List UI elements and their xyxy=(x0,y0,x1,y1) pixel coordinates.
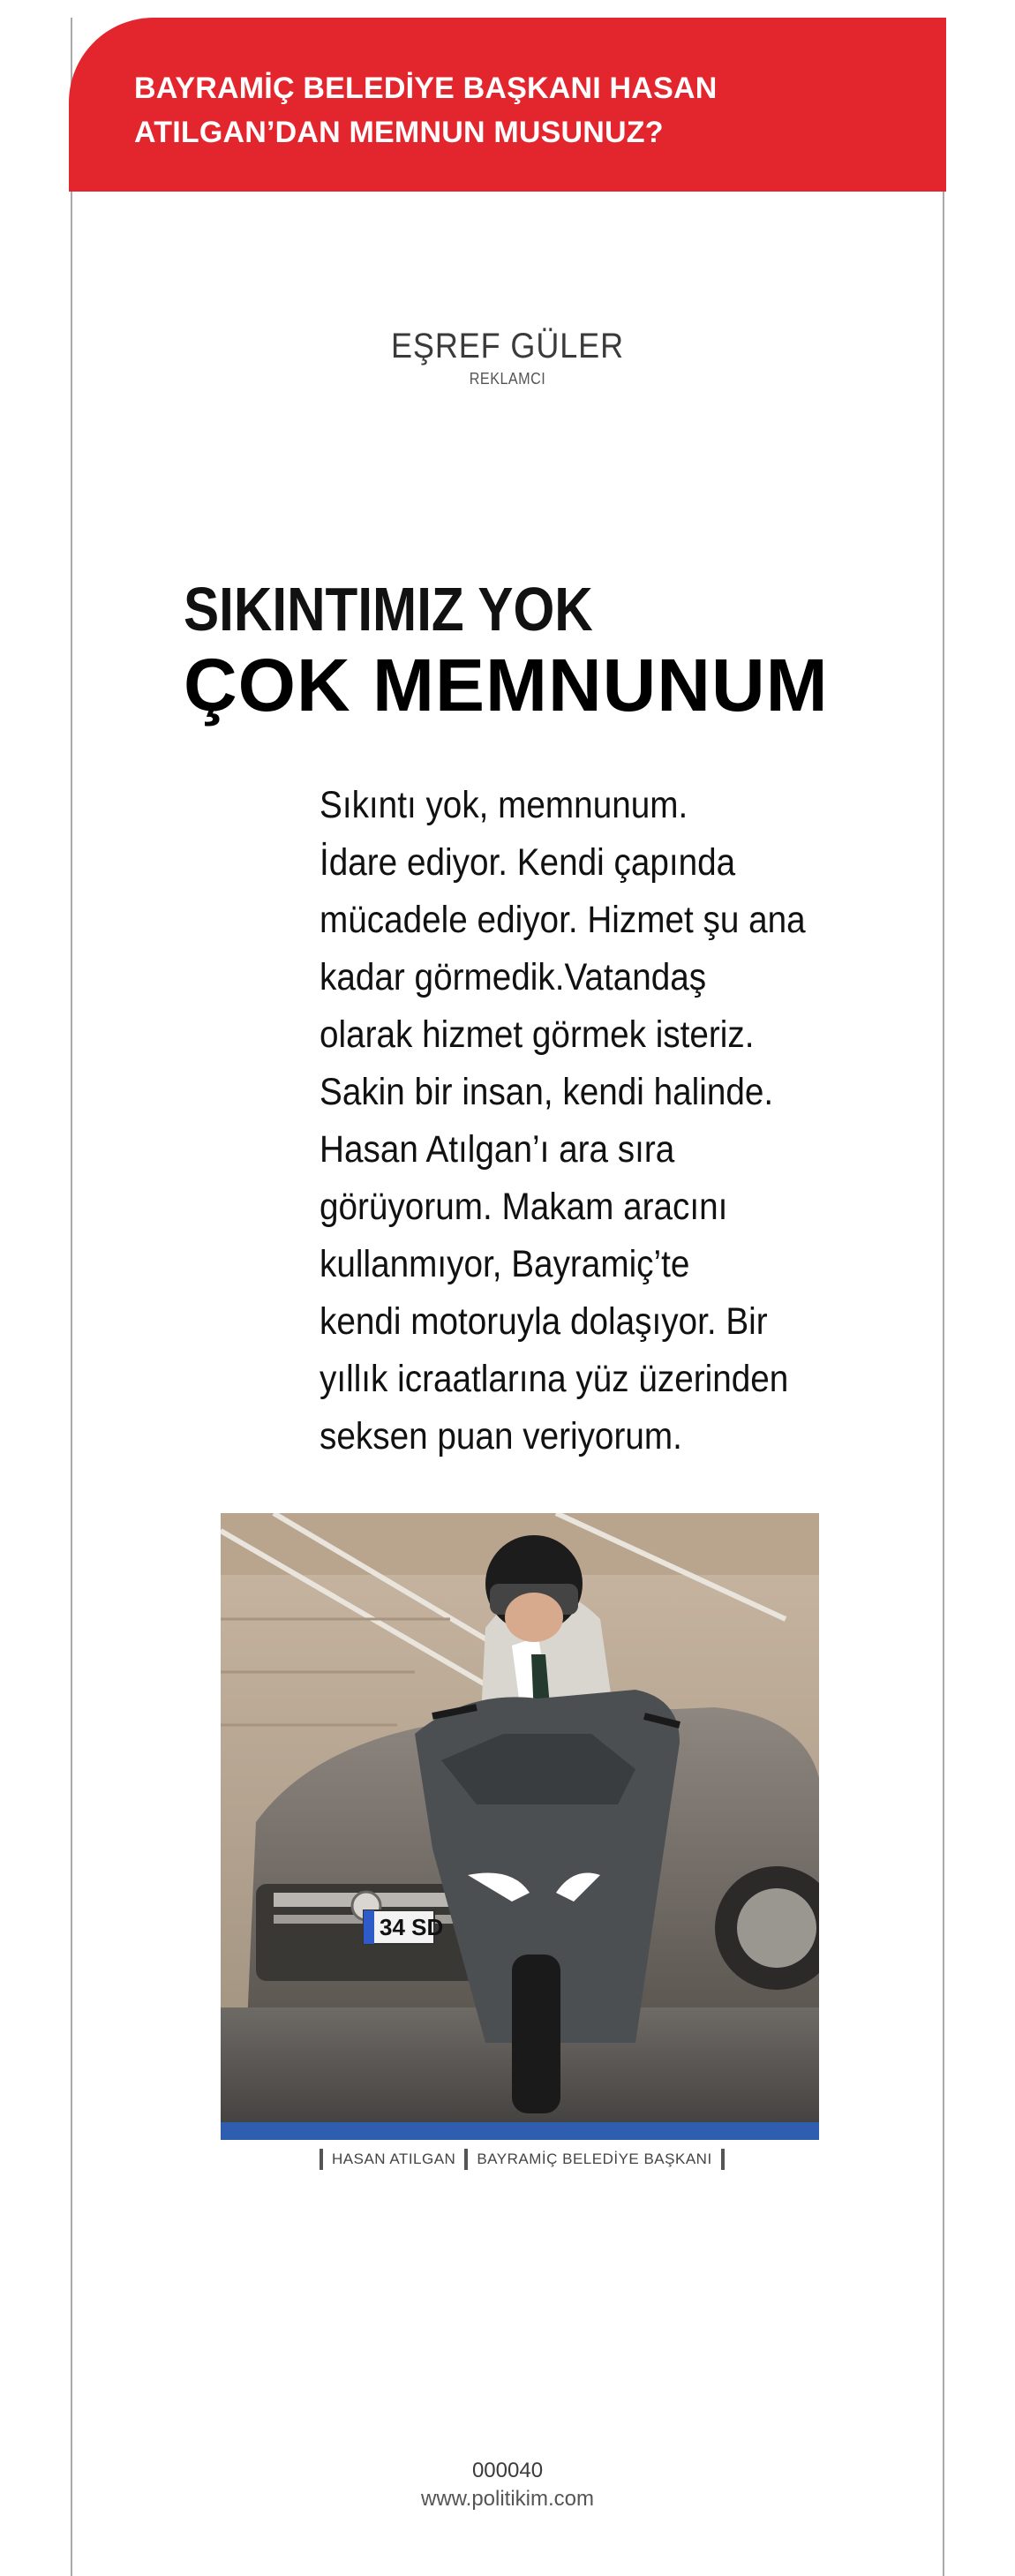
body-line: mücadele ediyor. Hizmet şu ana xyxy=(320,899,806,941)
caption-divider xyxy=(721,2149,725,2170)
headline-sub: SIKINTIMIZ YOK xyxy=(184,575,593,644)
caption-divider xyxy=(464,2149,468,2170)
body-line: seksen puan veriyorum. xyxy=(320,1415,682,1457)
footer-url[interactable]: www.politikim.com xyxy=(420,2487,595,2511)
footer xyxy=(71,2459,944,2512)
body-line: Sakin bir insan, kendi halinde. xyxy=(320,1071,774,1113)
quote-body xyxy=(320,777,867,1465)
headline-main: ÇOK MEMNUNUM xyxy=(184,644,829,727)
mayor-scooter-photo xyxy=(221,1513,819,2140)
author-name: EŞREF GÜLER xyxy=(391,327,624,365)
body-line: kadar görmedik.Vatandaş xyxy=(320,956,707,998)
author-block xyxy=(71,327,944,388)
author-role: REKLAMCI xyxy=(469,370,546,388)
body-line: olarak hizmet görmek isteriz. xyxy=(320,1013,755,1056)
footer-code: 000040 xyxy=(471,2459,544,2482)
header-title-line2: ATILGAN’DAN MEMNUN MUSUNUZ? xyxy=(134,116,664,149)
body-line: kendi motoruyla dolaşıyor. Bir xyxy=(320,1300,768,1343)
body-line: görüyorum. Makam aracını xyxy=(320,1186,728,1228)
caption-title: BAYRAMİÇ BELEDİYE BAŞKANI xyxy=(477,2150,712,2167)
caption-divider xyxy=(320,2149,323,2170)
body-line: yıllık icraatlarına yüz üzerinden xyxy=(320,1358,789,1400)
body-line: Hasan Atılgan’ı ara sıra xyxy=(320,1128,675,1171)
photo-caption xyxy=(320,2147,733,2172)
header-banner xyxy=(69,18,946,192)
header-title-line1: BAYRAMİÇ BELEDİYE BAŞKANI HASAN xyxy=(134,72,718,105)
license-plate-text: 34 SD xyxy=(380,1914,444,1940)
body-line: İdare ediyor. Kendi çapında xyxy=(320,841,736,884)
body-line: kullanmıyor, Bayramiç’te xyxy=(320,1243,690,1285)
body-line: Sıkıntı yok, memnunum. xyxy=(320,784,688,826)
caption-name: HASAN ATILGAN xyxy=(332,2150,456,2167)
